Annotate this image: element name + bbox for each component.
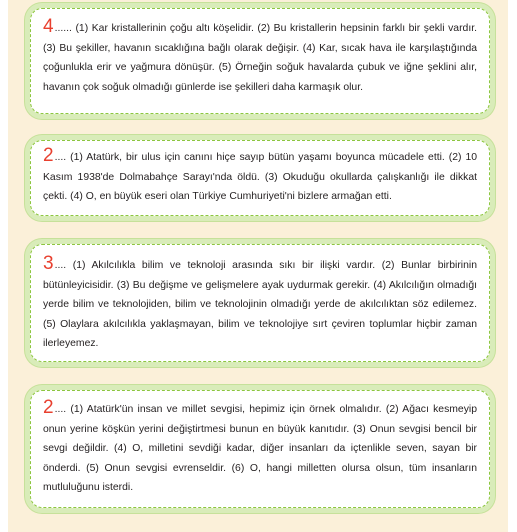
answer-blank: .... [54, 152, 67, 163]
paragraph-body: (1) Atatürk'ün insan ve millet sevgisi, hepimiz için örnek olmalıdır. (2) Ağacı kesmeyip onun yerine köşkün yerini değiştirtmesi bunun en büyük kanıtıdır. (3) Onun sevgisi bencil bir sevgi değildir. (4) O, milletini sevdiği kadar, diğer insanları da içtenlikle seven, sayan bir önderdi. (5) Onun sevgisi evrenseldir. (6) O, hangi milletten olursa olsun, tüm insanların mutluluğunu isterdi. [43, 404, 477, 494]
paragraph-text [43, 253, 477, 354]
answer-blank: .... [54, 260, 67, 271]
handwritten-answer: 2 [43, 145, 54, 166]
question-card-2 [30, 140, 490, 216]
question-card-1 [30, 8, 490, 114]
paragraph-text [43, 145, 477, 207]
paragraph-body: (1) Akılcılıkla bilim ve teknoloji arasında sıkı bir ilişki vardır. (2) Bunlar birbirinin bütünleyicisidir. (3) Bu değişme ve gelişmelere ayak uydurmak gerekir. (4) Akılcılığın olmadığı yerde bilim ve teknolojiden, bilim ve teknolojinin olmadığı yerde de akılcılıktan söz edilemez. (5) Olaylara akılcılıkla yaklaşmayan, bilim ve teknolojiye sırt çeviren toplumlar hiçbir zaman ilerleyemez. [43, 260, 477, 350]
answer-blank: .... [54, 404, 67, 415]
handwritten-answer: 3 [43, 253, 54, 274]
paragraph-body: (1) Kar kristallerinin çoğu altı köşelidir. (2) Bu kristallerin hepsinin farklı bir şekli vardır. (3) Bu şekiller, havanın sıcaklığına bağlı olarak değişir. (4) Kar, sıcak hava ile karşılaştığında çoğunlukla erir ve yağmura dönüşür. (5) Örneğin soğuk havalarda çubuk ve iğne şeklini alır, havanın çok soğuk olmadığı günlerde ise şekilleri daha karmaşık olur. [43, 23, 477, 93]
paragraph-text [43, 397, 477, 498]
answer-blank: ...... [54, 23, 72, 34]
question-card-4 [30, 390, 490, 508]
paragraph-text [43, 16, 477, 97]
handwritten-answer: 2 [43, 397, 54, 418]
paragraph-body: (1) Atatürk, bir ulus için canını hiçe sayıp bütün yaşamı boyunca mücadele etti. (2) 10 Kasım 1938'de Dolmabahçe Sarayı'nda öldü. (3) Okuduğu okullarda çalışkanlığı ile dikkat çekti. (4) O, en büyük eseri olan Türkiye Cumhuriyeti'ni bizlere armağan etti. [43, 152, 477, 203]
handwritten-answer: 4 [43, 16, 54, 37]
question-card-3 [30, 244, 490, 362]
